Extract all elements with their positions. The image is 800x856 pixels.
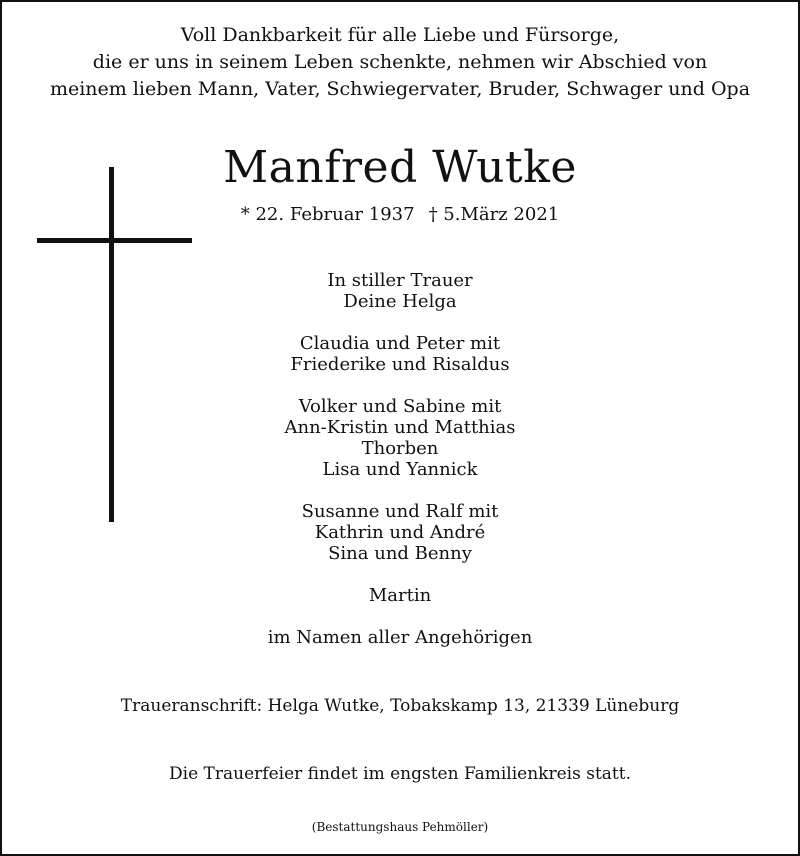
ceremony-note: Die Trauerfeier findet im engsten Familienkreis statt.	[169, 764, 631, 784]
mourner-line: Deine Helga	[343, 291, 457, 312]
mourner-group	[150, 270, 650, 312]
mourner-line: Martin	[368, 585, 432, 606]
mourner-group	[150, 627, 650, 648]
mourner-line: Kathrin und André	[314, 522, 486, 543]
mourner-line: Ann-Kristin und Matthias	[284, 417, 516, 438]
mourners-list	[150, 270, 650, 669]
mourner-line: Lisa und Yannick	[322, 459, 478, 480]
mourner-group	[150, 396, 650, 480]
mourner-line: Thorben	[361, 438, 439, 459]
mourning-address: Traueranschrift: Helga Wutke, Tobakskamp 13, 21339 Lüneburg	[120, 696, 680, 716]
mourner-line: Sina und Benny	[328, 543, 472, 564]
mourner-line: Volker und Sabine mit	[298, 396, 502, 417]
intro-line-2: die er uns in seinem Leben schenkte, nehmen wir Abschied von	[92, 51, 708, 73]
mourner-line: im Namen aller Angehörigen	[267, 627, 533, 648]
intro-text	[0, 22, 800, 103]
mourner-group	[150, 585, 650, 606]
mourner-group	[150, 501, 650, 564]
mourner-line: Friederike und Risaldus	[290, 354, 510, 375]
birth-date: * 22. Februar 1937	[240, 204, 415, 225]
funeral-home: (Bestattungshaus Pehmöller)	[311, 820, 489, 834]
death-date: † 5.März 2021	[428, 204, 560, 225]
life-dates	[150, 204, 650, 226]
cross-icon-horizontal	[37, 238, 192, 243]
intro-line-1: Voll Dankbarkeit für alle Liebe und Fürsorge,	[180, 24, 620, 46]
deceased-name: Manfred Wutke	[223, 142, 577, 193]
mourner-group	[150, 333, 650, 375]
intro-line-3: meinem lieben Mann, Vater, Schwiegervater, Bruder, Schwager und Opa	[49, 78, 751, 100]
mourner-line: In stiller Trauer	[327, 270, 473, 291]
mourner-line: Claudia und Peter mit	[299, 333, 501, 354]
cross-icon-vertical	[109, 167, 114, 522]
mourner-line: Susanne und Ralf mit	[301, 501, 499, 522]
